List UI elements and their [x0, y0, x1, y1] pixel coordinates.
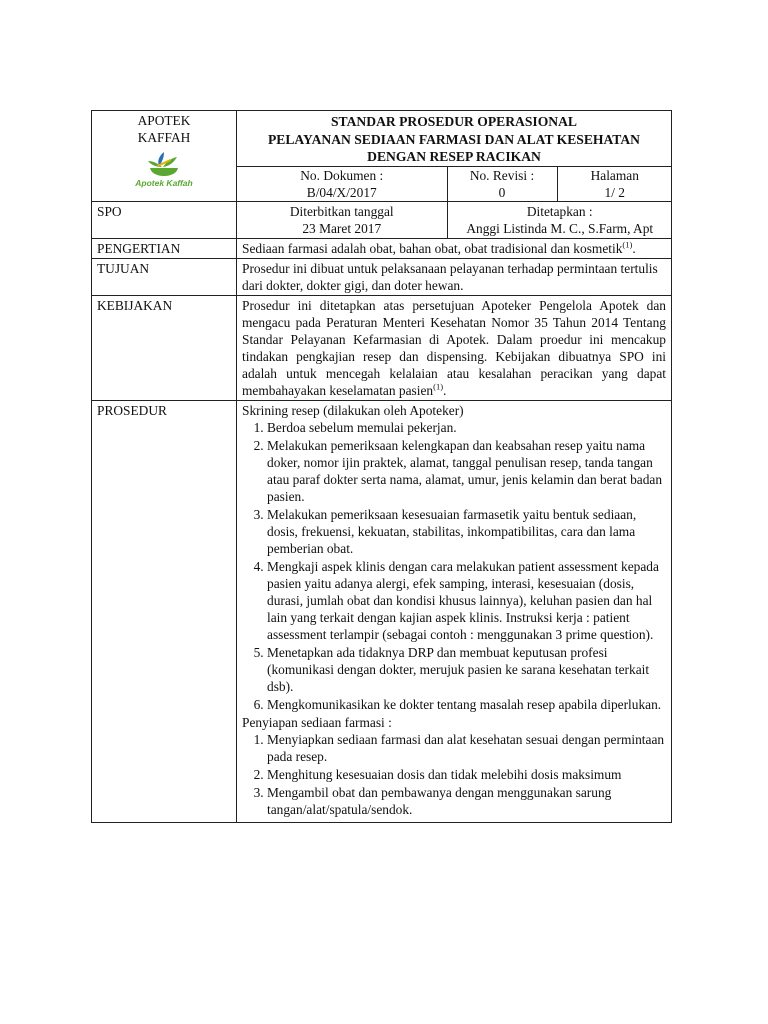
pengertian-label: PENGERTIAN: [92, 239, 237, 259]
pengertian-text-cell: [237, 239, 672, 259]
section2-title: Penyiapan sediaan farmasi :: [242, 715, 392, 730]
kebijakan-ref: (1): [433, 381, 444, 392]
kebijakan-text-cell: [237, 296, 672, 401]
procedure-step: 3. Mengambil obat dan pembawanya dengan menggunakan sarung tangan/alat/spatula/sendok.: [267, 784, 666, 818]
doc-number-label: No. Dokumen :: [300, 167, 384, 183]
prosedur-label: PROSEDUR: [92, 401, 237, 823]
pengertian-text: Sediaan farmasi adalah obat, bahan obat, obat tradisional dan kosmetik: [242, 241, 623, 256]
issued-label: Diterbitkan tanggal: [289, 204, 394, 219]
tujuan-row: [92, 259, 672, 296]
procedure-step: 2. Melakukan pemeriksaan kelengkapan dan keabsahan resep yaitu nama doker, nomor ijin praktek, alamat, tanggal penulisan resep, tanda tangan atau paraf dokter serta nama, alamat, umur, jenis kelamin dan berat badan pasien.: [267, 437, 666, 505]
spo-table: [91, 110, 672, 823]
procedure-step: 6. Mengkomunikasikan ke dokter tentang masalah resep apabila diperlukan.: [267, 696, 666, 713]
spo-info-table: [237, 202, 672, 238]
tujuan-label: TUJUAN: [92, 259, 237, 296]
revision-cell: [447, 166, 557, 201]
org-name-line2: KAFFAH: [137, 130, 191, 145]
approved-cell: [447, 202, 672, 238]
issued-cell: [237, 202, 447, 238]
procedure-step: 1. Menyiapkan sediaan farmasi dan alat kesehatan sesuai dengan permintaan pada resep.: [267, 731, 666, 765]
kebijakan-label: KEBIJAKAN: [92, 296, 237, 401]
approved-label: Ditetapkan :: [526, 204, 593, 219]
procedure-step: 4. Mengkaji aspek klinis dengan cara melakukan patient assessment kepada pasien yaitu adanya alergi, efek samping, interasi, kesesuaian (dosis, durasi, jumlah obat dan kondisi khusus lainnya), keluhan pasien dan hal lain yang terkait dengan kajian aspek klinis. Instruksi kerja : patient assessment terlampir (sebagai contoh : menggunakan 3 prime question).: [267, 558, 666, 643]
procedure-step: 2. Menghitung kesesuaian dosis dan tidak melebihi dosis maksimum: [267, 766, 666, 783]
spo-document: [91, 110, 671, 823]
revision-value: 0: [498, 184, 506, 200]
screening-steps-list: [242, 419, 666, 713]
spo-label: SPO: [92, 202, 237, 239]
procedure-step: 1. Berdoa sebelum memulai pekerjan.: [267, 419, 666, 436]
page-label: Halaman: [590, 167, 639, 183]
tujuan-text: Prosedur ini dibuat untuk pelaksanaan pelayanan terhadap permintaan tertulis dari dokter, dokter gigi, dan doter hewan.: [237, 259, 672, 296]
procedure-step: 5. Menetapkan ada tidaknya DRP dan membuat keputusan profesi (komunikasi dengan dokter, merujuk pasien ke sarana kesehatan terkait dsb).: [267, 644, 666, 695]
title-line1: STANDAR PROSEDUR OPERASIONAL: [331, 114, 577, 129]
title-line2: PELAYANAN SEDIAAN FARMASI DAN ALAT KESEHATAN: [268, 131, 640, 147]
document-meta-table: [237, 166, 672, 201]
prosedur-content: [237, 401, 672, 823]
preparation-steps-list: [242, 731, 666, 818]
pengertian-ref: (1): [622, 239, 633, 250]
title-line3: DENGAN RESEP RACIKAN: [367, 149, 541, 164]
org-name-line1: APOTEK: [137, 113, 191, 128]
approved-value: Anggi Listinda M. C., S.Farm, Apt: [466, 221, 654, 236]
logo-text: Apotek Kaffah: [135, 178, 193, 188]
revision-label: No. Revisi :: [469, 167, 535, 183]
spo-row: [92, 202, 672, 239]
org-cell: [92, 111, 237, 202]
section1-title: Skrining resep (dilakukan oleh Apoteker): [242, 403, 464, 418]
prosedur-row: [92, 401, 672, 823]
page-value: 1/ 2: [604, 184, 625, 200]
page-cell: [557, 166, 672, 201]
kebijakan-row: [92, 296, 672, 401]
doc-number-cell: [237, 166, 447, 201]
document-title: [237, 111, 671, 166]
procedure-step: 3. Melakukan pemeriksaan kesesuaian farmasetik yaitu bentuk sediaan, dosis, frekuensi, kekuatan, stabilitas, inkompatibilitas, cara dan lama pemberian obat.: [267, 506, 666, 557]
pengertian-row: [92, 239, 672, 259]
pharmacy-logo-icon: [133, 148, 195, 188]
kebijakan-end: .: [443, 383, 447, 398]
pengertian-end: .: [632, 241, 636, 256]
spo-info-cell: [237, 202, 672, 239]
title-cell: [237, 111, 672, 202]
issued-value: 23 Maret 2017: [302, 221, 382, 236]
doc-number-value: B/04/X/2017: [306, 184, 377, 200]
header-row: [92, 111, 672, 202]
kebijakan-text: Prosedur ini ditetapkan atas persetujuan Apoteker Pengelola Apotek dan mengacu pada Peraturan Menteri Kesehatan Nomor 35 Tahun 2014 Tentang Standar Pelayanan Kefarmasian di Apotek. Dalam proedur ini mencakup tindakan pengkajian resep dan dispensing. Kebijakan dibuatnya SPO ini adalah untuk mencegah kelalaian atau kesalahan peracikan yang dapat membahayakan keselamatan pasien: [242, 298, 666, 398]
